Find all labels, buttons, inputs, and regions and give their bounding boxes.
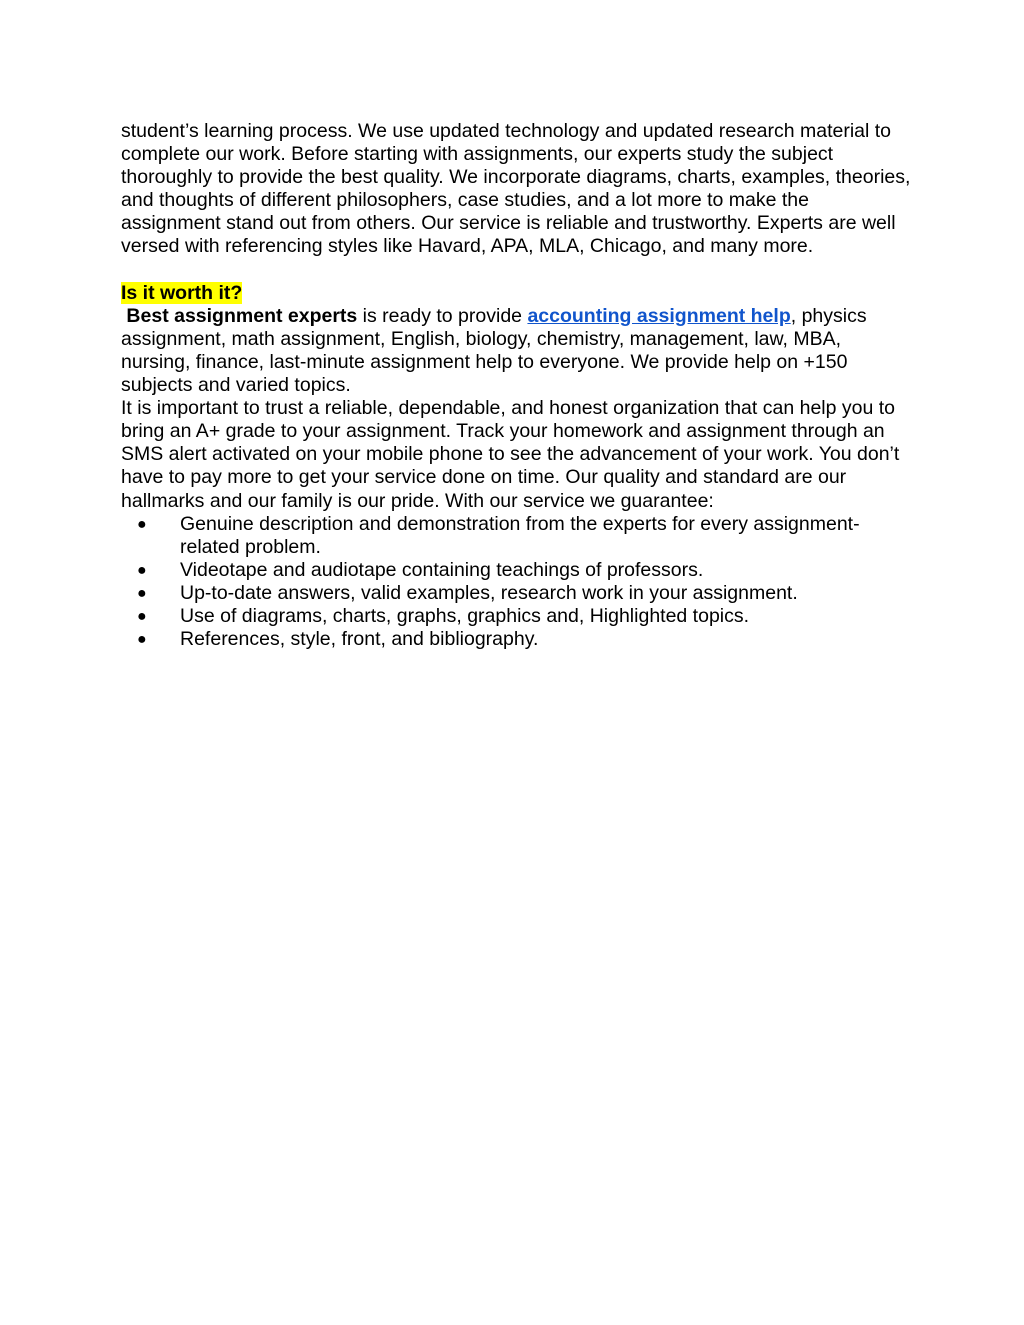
guarantee-list bbox=[121, 513, 911, 652]
document-page bbox=[121, 120, 911, 651]
list-item bbox=[121, 513, 911, 559]
services-text-after-link: , physics assignment, math assignment, English, biology, chemistry, management, law, MBA, nursing, finance, last-minute assignment help to everyone. We provide help on +150 subjects and varied topics. bbox=[121, 304, 867, 397]
list-item-text: Use of diagrams, charts, graphs, graphics and, Highlighted topics. bbox=[180, 604, 750, 627]
section-heading: Is it worth it? bbox=[121, 281, 243, 304]
bullet-icon: ● bbox=[137, 631, 147, 649]
list-item-text: References, style, front, and bibliography. bbox=[180, 628, 539, 651]
list-item bbox=[121, 582, 911, 605]
brand-name: Best assignment experts bbox=[126, 304, 358, 327]
list-item-text: Up-to-date answers, valid examples, research work in your assignment. bbox=[180, 581, 798, 604]
bullet-icon: ● bbox=[137, 561, 147, 579]
bullet-icon: ● bbox=[137, 584, 147, 602]
bullet-icon: ● bbox=[137, 607, 147, 625]
section-heading-line bbox=[121, 282, 911, 305]
services-text-before-link: is ready to provide bbox=[357, 304, 528, 327]
intro-paragraph: student’s learning process. We use updated technology and updated research material to complete our work. Before starting with assignments, our experts study the subject thoroughly to provide the best quality. We incorporate diagrams, charts, examples, theories, and thoughts of different philosophers, case studies, and a lot more to make the assignment stand out from others. Our service is reliable and trustworthy. Experts are well versed with referencing styles like Havard, APA, MLA, Chicago, and many more. bbox=[121, 120, 911, 258]
bullet-icon: ● bbox=[137, 515, 147, 533]
list-item bbox=[121, 559, 911, 582]
accounting-assignment-help-link[interactable]: accounting assignment help bbox=[527, 304, 791, 327]
trust-paragraph: It is important to trust a reliable, dependable, and honest organization that can help you to bring an A+ grade to your assignment. Track your homework and assignment through an SMS alert activated on your mobile phone to see the advancement of your work. You don’t have to pay more to get your service done on time. Our quality and standard are our hallmarks and our family is our pride. With our service we guarantee: bbox=[121, 397, 900, 512]
services-paragraph bbox=[121, 305, 911, 397]
list-item-text: Genuine description and demonstration from the experts for every assignment-related problem. bbox=[180, 512, 860, 558]
list-item bbox=[121, 628, 911, 651]
paragraph-spacer bbox=[121, 259, 911, 282]
list-item-text: Videotape and audiotape containing teachings of professors. bbox=[180, 558, 704, 581]
list-item bbox=[121, 605, 911, 628]
